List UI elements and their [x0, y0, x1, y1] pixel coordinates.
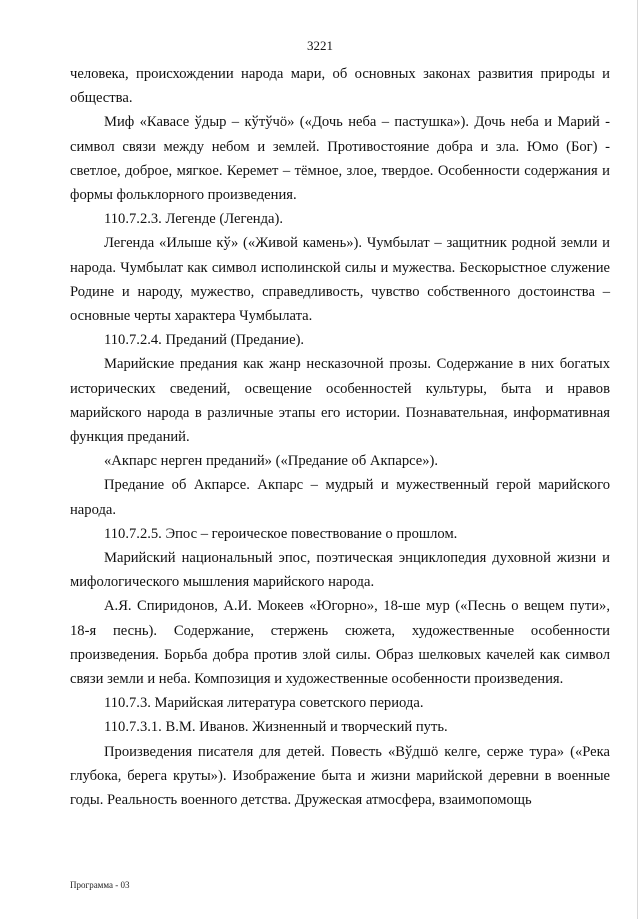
paragraph: Легенда «Илыше кў» («Живой камень»). Чумбылат – защитник родной земли и народа. Чумбылат как символ исполинской силы и мужества. Бескорыстное служение Родине и народу, мужество, справедливость, чувство собственного достоинства – основные черты характера Чумбылата. — [70, 235, 610, 325]
paragraph: Произведения писателя для детей. Повесть «Вўдшö келге, серже тура» («Река глубока, берега круты»). Изображение быта и жизни марийской деревни в военные годы. Реальность военного детства. Дружеская атмосфера, взаимопомощь — [70, 743, 610, 809]
paragraph: Марийские предания как жанр несказочной прозы. Содержание в них богатых исторических сведений, освещение особенностей культуры, быта и нравов марийского народа в различные этапы его истории. Познавательная, информативная функция преданий. — [70, 356, 610, 446]
section-heading: 110.7.2.5. Эпос – героическое повествование о прошлом. — [104, 525, 458, 542]
section-heading: 110.7.3. Марийская литература советского периода. — [104, 695, 424, 712]
page-footer: Программа - 03 — [70, 880, 130, 890]
paragraph: Миф «Кавасе ўдыр – кўтўчö» («Дочь неба – пастушка»). Дочь неба и Марий - символ связи между небом и землей. Противостояние добра и зла. Юмо (Бог) - светлое, доброе, мягкое. Керемет – тёмное, злое, твердое. Особенности содержания и формы фольклорного произведения. — [70, 114, 610, 204]
section-heading: 110.7.2.4. Преданий (Предание). — [104, 332, 305, 349]
scan-edge-line — [637, 0, 638, 919]
paragraph: «Акпарс нерген преданий» («Предание об Акпарсе»). — [104, 453, 439, 470]
paragraph: А.Я. Спиридонов, А.И. Мокеев «Югорно», 18-ше мур («Песнь о вещем пути», 18-я песнь). Содержание, стержень сюжета, художественные особенности произведения. Борьба добра против злой силы. Образ шелковых качелей как символ связи земли и неба. Композиция и художественные особенности произведения. — [70, 598, 610, 688]
paragraph: Предание об Акпарсе. Акпарс – мудрый и мужественный герой марийского народа. — [70, 477, 610, 518]
paragraph: человека, происхождении народа мари, об основных законах развития природы и общества. — [70, 66, 610, 107]
paragraph: Марийский национальный эпос, поэтическая энциклопедия духовной жизни и мифологического мышления марийского народа. — [70, 550, 610, 591]
document-body — [70, 62, 610, 812]
section-heading: 110.7.2.3. Легенде (Легенда). — [104, 211, 284, 228]
section-heading: 110.7.3.1. В.М. Иванов. Жизненный и творческий путь. — [104, 719, 448, 736]
page-number: 3221 — [307, 38, 333, 53]
